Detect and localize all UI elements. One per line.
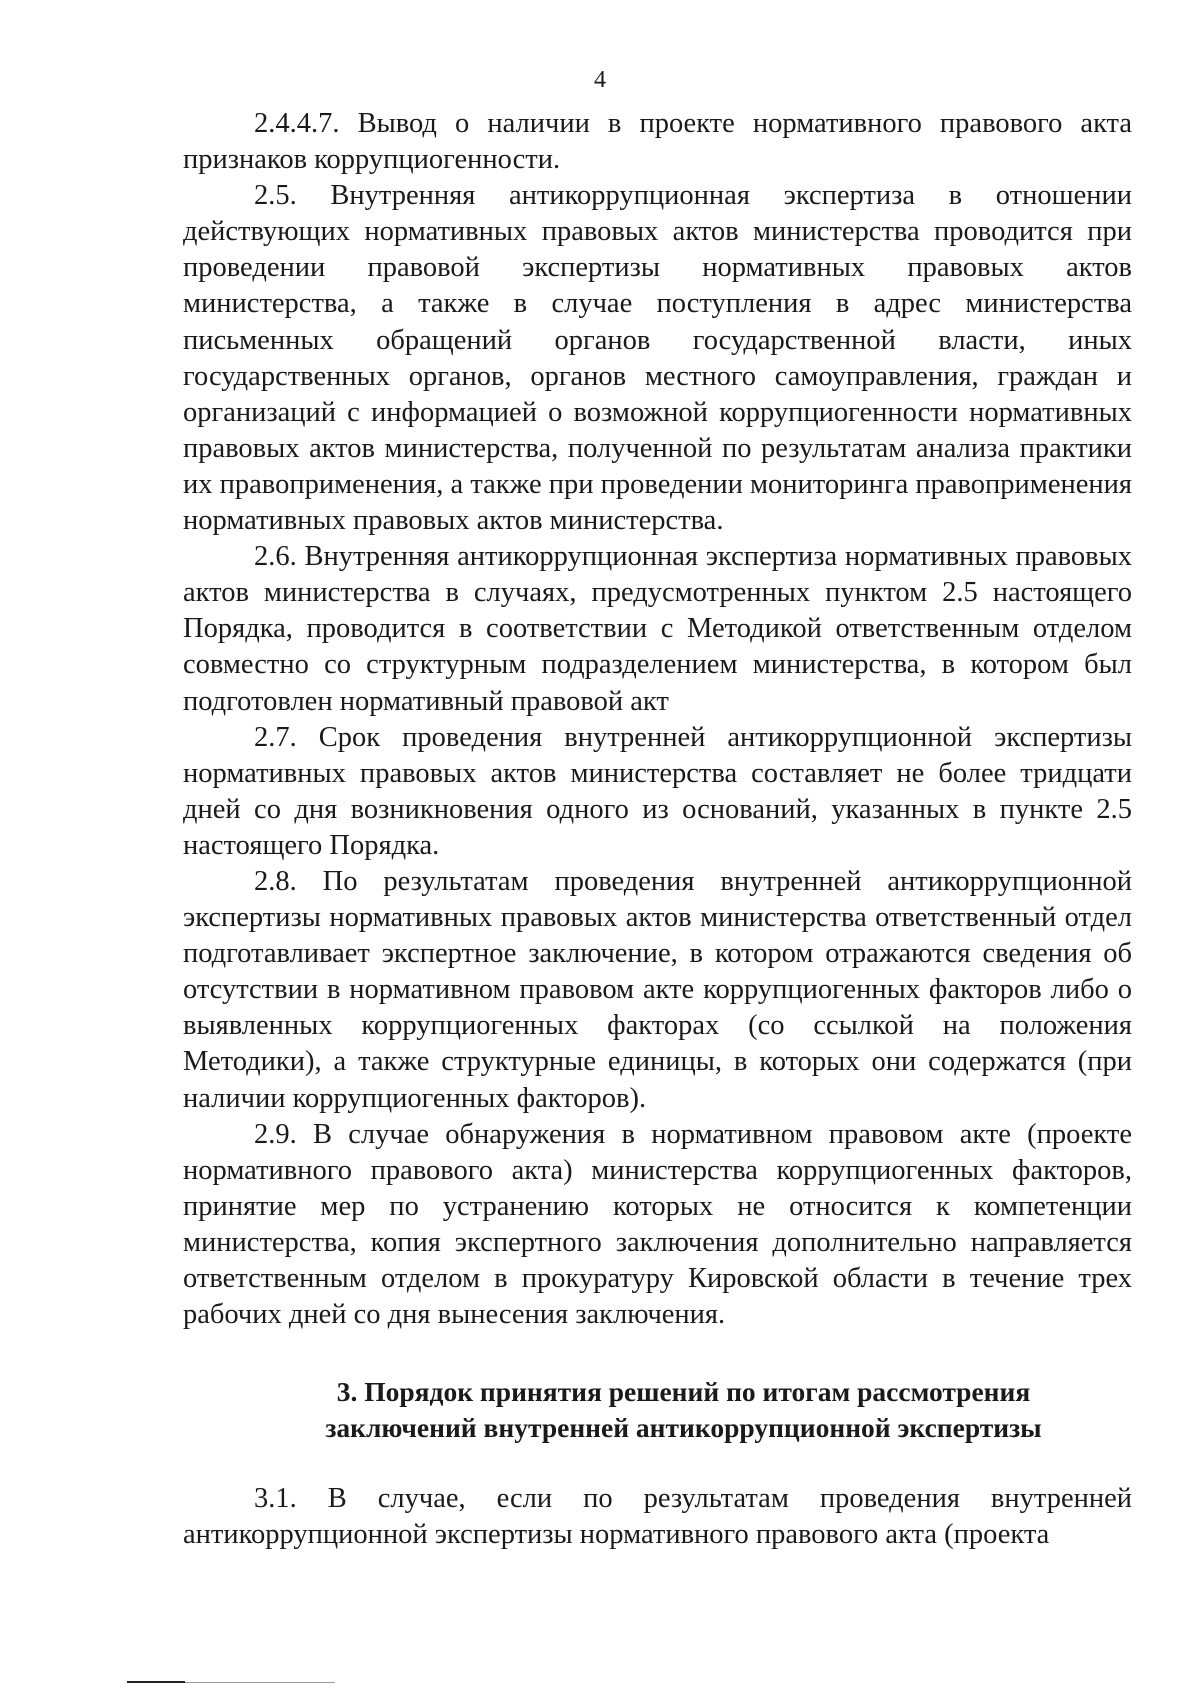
paragraph-2-7: 2.7. Срок проведения внутренней антикоррупционной экспертизы нормативных правовых актов министерства составляет не более тридцати дней со дня возникновения одного из оснований, указанных в пункте 2.5 настоящего Порядка. <box>183 721 1132 861</box>
section-3-heading <box>183 1374 1132 1446</box>
page-number: 4 <box>594 67 606 93</box>
paragraph-2-8: 2.8. По результатам проведения внутренней антикоррупционной экспертизы нормативных правовых актов министерства ответственный отдел подготавливает экспертное заключение, в котором отражаются сведения об отсутствии в нормативном правовом акте коррупциогенных факторов либо о выявленных коррупциогенных факторах (со ссылкой на положения Методики), а также структурные единицы, в которых они содержатся (при наличии коррупциогенных факторов). <box>183 865 1132 1114</box>
paragraph-3-1: 3.1. В случае, если по результатам проведения внутренней антикоррупционной экспертизы нормативного правового акта (проекта <box>183 1483 1132 1551</box>
paragraph-2-6: 2.6. Внутренняя антикоррупционная экспертиза нормативных правовых актов министерства в случаях, предусмотренных пунктом 2.5 настоящего Порядка, проводится в соответствии с Методикой ответственным отделом совместно со структурным подразделением министерства, в котором был подготовлен нормативный правовой акт <box>183 541 1132 717</box>
paragraph-2-5: 2.5. Внутренняя антикоррупционная экспертиза в отношении действующих нормативных правовых актов министерства проводится при проведении правовой экспертизы нормативных правовых актов министерства, а также в случае поступления в адрес министерства письменных обращений органов государственной власти, иных государственных органов, органов местного самоуправления, граждан и организаций с информацией о возможной коррупциогенности нормативных правовых актов министерства, полученной по результатам анализа практики их правоприменения, а также при проведении мониторинга правоприменения нормативных правовых актов министерства. <box>183 180 1132 537</box>
footer-rule <box>127 1681 185 1683</box>
footer-rule-faint <box>185 1682 335 1683</box>
section-heading-line-1: 3. Порядок принятия решений по итогам рассмотрения <box>336 1376 1031 1408</box>
section-heading-line-2: заключений внутренней антикоррупционной экспертизы <box>325 1412 1042 1444</box>
paragraph-2-4-4-7: 2.4.4.7. Вывод о наличии в проекте нормативного правового акта признаков коррупциогенности. <box>183 108 1132 176</box>
paragraph-2-9: 2.9. В случае обнаружения в нормативном правовом акте (проекте нормативного правового акта) министерства коррупциогенных факторов, принятие мер по устранению которых не относится к компетенции министерства, копия экспертного заключения дополнительно направляется ответственным отделом в прокуратуру Кировской области в течение трех рабочих дней со дня вынесения заключения. <box>183 1118 1132 1331</box>
document-body <box>183 106 1132 1553</box>
